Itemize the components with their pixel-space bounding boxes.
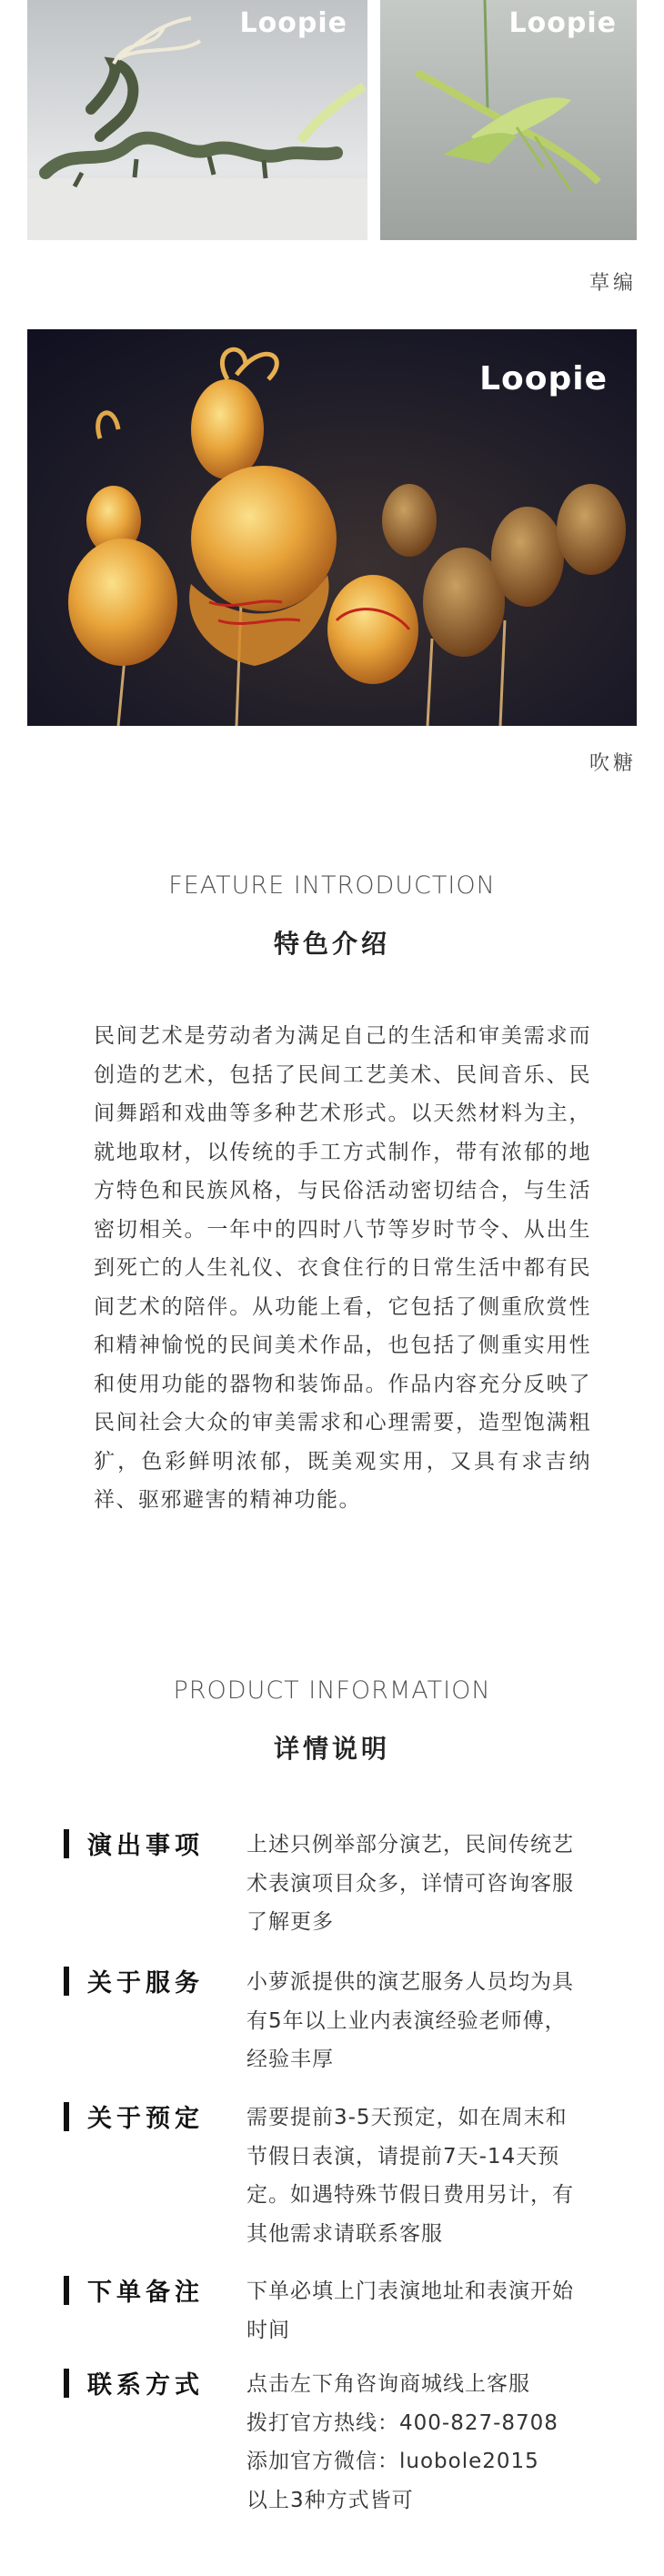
loopie-logo-text-2: Loopie [508, 7, 617, 39]
detail-text [246, 1963, 609, 2079]
detail-line: 定。如遇特殊节假日费用另计，有 [246, 2183, 574, 2207]
detail-line: 拨打官方热线：400-827-8708 [246, 2410, 558, 2435]
detail-line: 术表演项目众多，详情可咨询客服 [246, 1871, 574, 1896]
feature-body: 民间艺术是劳动者为满足自己的生活和审美需求而创造的艺术，包括了民间工艺美术、民间音乐、民间舞蹈和戏曲等多种艺术形式。以天然材料为主，就地取材，以传统的手工方式制作，带有浓郁的地方特色和民族风格，与民俗活动密切结合，与生活密切相关。一年中的四时八节等岁时节令、从出生到死亡的人生礼仪、衣食住行的日常生活中都有民间艺术的陪伴。从功能上看，它包括了侧重欣赏性和精神愉悦的民间美术作品，也包括了侧重实用性和使用功能的器物和装饰品。作品内容充分反映了民间社会大众的审美需求和心理需要，造型饱满粗犷，色彩鲜明浓郁，既美观实用，又具有求吉纳祥、驱邪避害的精神功能。 [94, 1024, 591, 1512]
detail-text [246, 2098, 609, 2253]
detail-bar [64, 2276, 69, 2305]
detail-line: 小萝派提供的演艺服务人员均为具 [246, 1970, 574, 1994]
detail-line: 上述只例举部分演艺，民间传统艺 [246, 1833, 574, 1857]
product-title-en: PRODUCT INFORMATION [173, 1676, 491, 1705]
detail-label: 下单备注 [87, 2279, 204, 2307]
detail-line: 时间 [246, 2318, 290, 2342]
detail-line: 下单必填上门表演地址和表演开始 [246, 2279, 574, 2303]
detail-line: 需要提前3-5天预定，如在周末和 [246, 2106, 568, 2129]
loopie-logo-text-3: Loopie [479, 360, 608, 397]
loopie-logo [240, 7, 347, 39]
loopie-logo-3 [479, 360, 608, 397]
detail-line: 以上3种方式皆可 [246, 2488, 414, 2512]
detail-bar [64, 1829, 69, 1858]
dragon-photo [27, 0, 367, 240]
feature-title-en: FEATURE INTRODUCTION [168, 871, 496, 900]
detail-line: 节假日表演，请提前7天-14天预 [246, 2144, 560, 2168]
loopie-logo-text: Loopie [239, 7, 347, 39]
detail-line: 经验丰厚 [246, 2048, 334, 2071]
detail-bar [64, 1967, 69, 1996]
detail-line: 其他需求请联系客服 [246, 2221, 443, 2246]
detail-text [246, 2272, 609, 2350]
sugar-blowing-photo [27, 329, 637, 726]
caption-grass-weaving: 草编 [589, 272, 637, 295]
detail-line: 添加官方微信：luobole2015 [246, 2450, 539, 2473]
feature-title-cn: 特色介绍 [273, 929, 390, 959]
detail-label: 关于服务 [87, 1969, 204, 1997]
caption-sugar-blowing: 吹糖 [589, 752, 637, 775]
detail-text [246, 2365, 609, 2520]
detail-text [246, 1826, 609, 1942]
detail-bar [64, 2369, 69, 2398]
detail-line: 了解更多 [246, 1910, 334, 1934]
detail-label: 演出事项 [87, 1832, 204, 1860]
grasshopper-photo [380, 0, 637, 240]
detail-label: 关于预定 [87, 2105, 204, 2133]
detail-label: 联系方式 [87, 2371, 204, 2400]
product-title-cn: 详情说明 [273, 1734, 390, 1764]
loopie-logo-2 [509, 7, 617, 39]
detail-line: 有5年以上业内表演经验老师傅， [246, 2008, 567, 2033]
detail-bar [64, 2102, 69, 2131]
detail-line: 点击左下角咨询商城线上客服 [246, 2372, 530, 2396]
